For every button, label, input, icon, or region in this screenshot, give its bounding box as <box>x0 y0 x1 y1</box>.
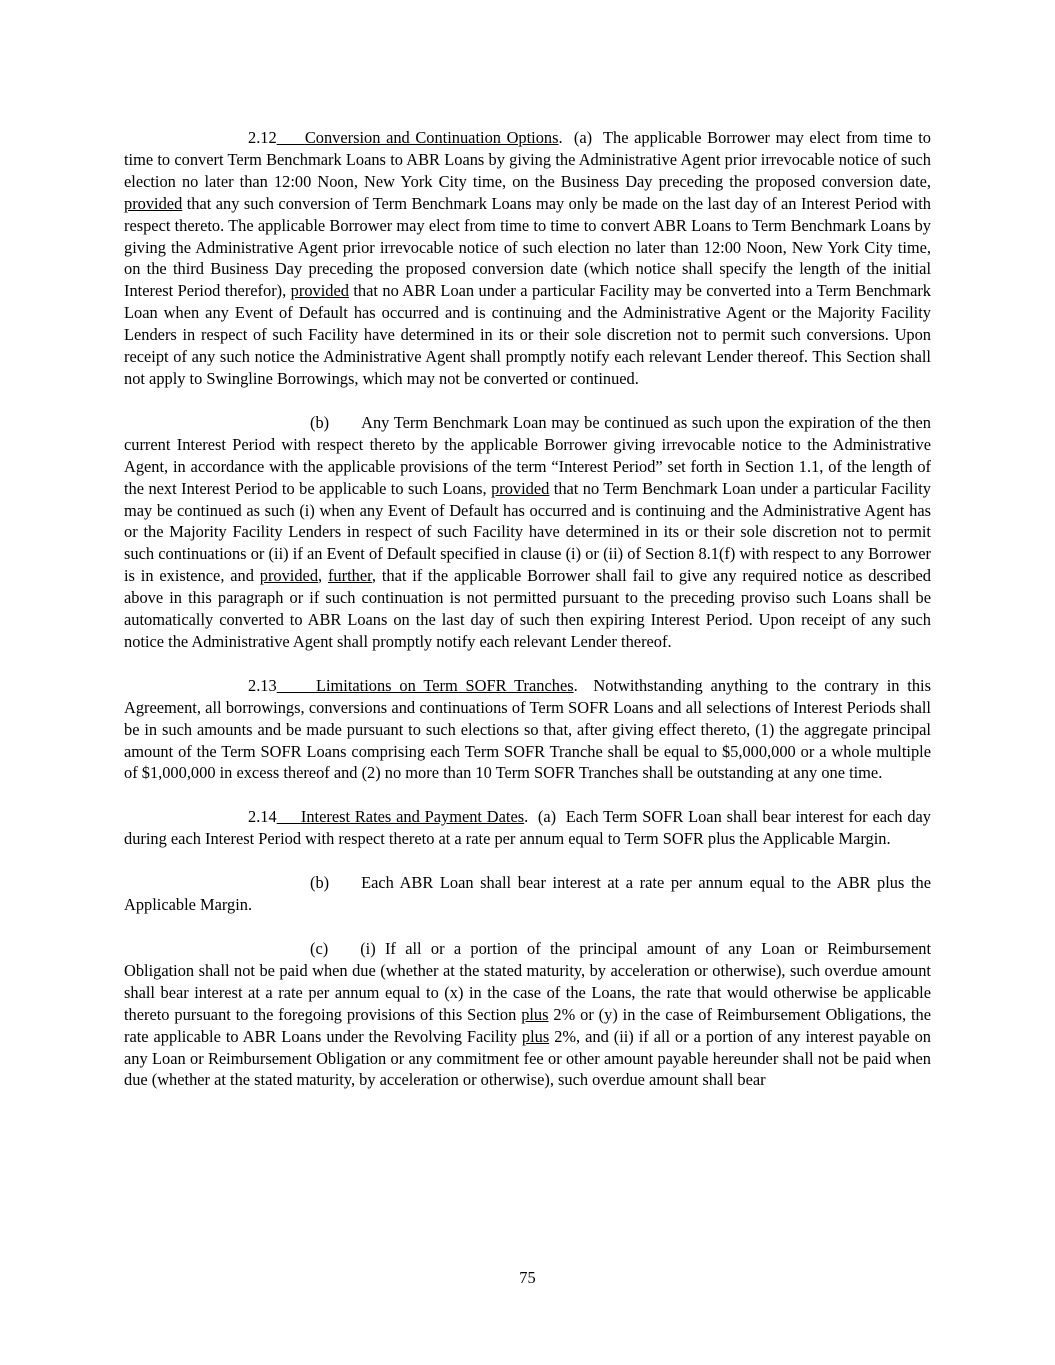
page-number: 75 <box>519 1268 536 1287</box>
section-2-13-paragraph: 2.13 Limitations on Term SOFR Tranches. Notwithstanding anything to the contrary in this Agreement, all borrowings, conversions and continuations of Term SOFR Loans and all selections of Interest Periods shall be in such amounts and be made pursuant to such elections so that, after giving effect thereto, (1) the aggregate principal amount of the Term SOFR Loans comprising each Term SOFR Tranche shall be equal to $5,000,000 or a whole multiple of $1,000,000 in excess thereof and (2) no more than 10 Term SOFR Tranches shall be outstanding at any one time. <box>124 675 931 783</box>
paragraph-label: (a) <box>537 807 557 827</box>
section-title: Interest Rates and Payment Dates <box>300 807 525 827</box>
section-2-12-paragraph-a: 2.12 Conversion and Continuation Options. (a) The applicable Borrower may elect from time to time to convert Term Benchmark Loans to ABR Loans by giving the Administrative Agent prior irrevocable notice of such election no later than 12:00 Noon, New York City time, on the Business Day preceding the proposed conversion date, provided that any such conversion of Term Benchmark Loans may only be made on the last day of an Interest Period with respect thereto. The applicable Borrower may elect from time to time to convert ABR Loans to Term Benchmark Loans by giving the Administrative Agent prior irrevocable notice of such election no later than 12:00 Noon, New York City time, on the third Business Day preceding the proposed conversion date (which notice shall specify the length of the initial Interest Period therefor), provided that no ABR Loan under a particular Facility may be converted into a Term Benchmark Loan when any Event of Default has occurred and is continuing and the Administrative Agent or the Majority Facility Lenders in respect of such Facility have determined in its or their sole discretion not to permit such conversions. Upon receipt of any such notice the Administrative Agent shall promptly notify each relevant Lender thereof. This Section shall not apply to Swingline Borrowings, which may not be converted or continued. <box>124 128 931 388</box>
section-title: Limitations on Term SOFR Tranches <box>315 675 574 695</box>
section-2-14-paragraph-c: (c) (i) If all or a portion of the principal amount of any Loan or Reimbursement Obligation shall not be paid when due (whether at the stated maturity, by acceleration or otherwise), such overdue amount shall bear interest at a rate per annum equal to (x) in the case of the Loans, the rate that would otherwise be applicable thereto pursuant to the foregoing provisions of this Section plus 2% or (y) in the case of Reimbursement Obligations, the rate applicable to ABR Loans under the Revolving Facility plus 2%, and (ii) if all or a portion of any interest payable on any Loan or Reimbursement Obligation or any commitment fee or other amount payable hereunder shall not be paid when due (whether at the stated maturity, by acceleration or otherwise), such overdue amount shall bear <box>124 939 931 1090</box>
paragraph-label: (b) <box>310 412 330 432</box>
paragraph-label: (b) <box>310 873 330 893</box>
paragraph-label: (c) <box>310 939 329 958</box>
section-2-14-paragraph-a: 2.14 Interest Rates and Payment Dates. (a) Each Term SOFR Loan shall bear interest for each day during each Interest Period with respect thereto at a rate per annum equal to Term SOFR plus the Applicable Margin. <box>124 807 931 849</box>
paragraph-label: (a) <box>573 128 593 147</box>
section-title: Conversion and Continuation Options <box>304 128 559 147</box>
document-page <box>124 127 931 1113</box>
section-number: 2.12 <box>248 128 277 147</box>
section-number: 2.13 <box>248 675 277 695</box>
section-2-14-paragraph-b: (b) Each ABR Loan shall bear interest at a rate per annum equal to the ABR plus the Applicable Margin. <box>124 873 931 915</box>
section-number: 2.14 <box>248 807 277 827</box>
section-2-12-paragraph-b: (b) Any Term Benchmark Loan may be continued as such upon the expiration of the then current Interest Period with respect thereto by the applicable Borrower giving irrevocable notice to the Administrative Agent, in accordance with the applicable provisions of the term “Interest Period” set forth in Section 1.1, of the length of the next Interest Period to be applicable to such Loans, provided that no Term Benchmark Loan under a particular Facility may be continued as such (i) when any Event of Default has occurred and is continuing and the Administrative Agent has or the Majority Facility Lenders in respect of such Facility have determined in its or their sole discretion not to permit such continuations or (ii) if an Event of Default specified in clause (i) or (ii) of Section 8.1(f) with respect to any Borrower is in existence, and provided, further, that if the applicable Borrower shall fail to give any required notice as described above in this paragraph or if such continuation is not permitted pursuant to the preceding proviso such Loans shall be automatically converted to ABR Loans on the last day of such then expiring Interest Period. Upon receipt of any such notice the Administrative Agent shall promptly notify each relevant Lender thereof. <box>124 412 931 651</box>
